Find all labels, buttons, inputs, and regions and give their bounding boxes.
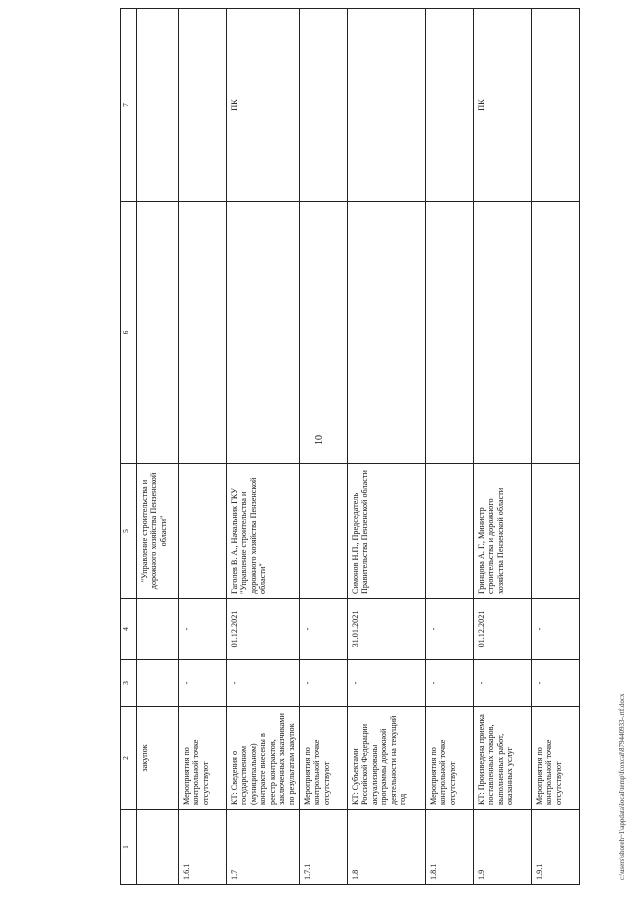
responsible-person <box>179 464 227 599</box>
column-3-value: - <box>531 660 579 707</box>
table-row <box>179 9 227 885</box>
due-date: 01.12.2021 <box>473 599 531 660</box>
row-number: 1.8 <box>347 810 425 885</box>
table-row <box>425 9 473 885</box>
continuation-row <box>137 9 179 885</box>
table-row <box>299 9 347 885</box>
continuation-cell-7 <box>137 9 179 202</box>
event-text: КТ: Сведения о государственном (муниципальном) контракте внесены в реестр контрактов, заключенных заказчиками по результатам закупок <box>227 707 300 810</box>
col-number-2: 2 <box>121 707 137 810</box>
column-number-row <box>121 9 137 885</box>
column-3-value: - <box>473 660 531 707</box>
continuation-cell-1 <box>137 810 179 885</box>
due-date: 31.01.2021 <box>347 599 425 660</box>
column-3-value: - <box>347 660 425 707</box>
row-number: 1.9 <box>473 810 531 885</box>
col-number-4: 4 <box>121 599 137 660</box>
responsible-person: Гринцова А. Г., Министр строительства и дорожного хозяйства Пензенской области <box>473 464 531 599</box>
col-number-3: 3 <box>121 660 137 707</box>
column-6-value <box>531 202 579 464</box>
responsible-person <box>531 464 579 599</box>
column-6-value <box>347 202 425 464</box>
row-number: 1.7.1 <box>299 810 347 885</box>
column-7-value <box>425 9 473 202</box>
due-date: - <box>531 599 579 660</box>
column-6-value <box>425 202 473 464</box>
due-date: - <box>179 599 227 660</box>
col-number-6: 6 <box>121 202 137 464</box>
row-number: 1.8.1 <box>425 810 473 885</box>
continuation-cell-2: закупок <box>137 707 179 810</box>
continuation-cell-4 <box>137 599 179 660</box>
column-3-value: - <box>227 660 300 707</box>
table-row <box>227 9 300 885</box>
event-text: КТ: Субъектами Российской Федерации актуализированы программы дорожной деятельности на текущий год <box>347 707 425 810</box>
column-7-value <box>347 9 425 202</box>
column-7-value: ПК <box>473 9 531 202</box>
row-number: 1.9.1 <box>531 810 579 885</box>
rotated-table <box>120 58 563 885</box>
due-date: - <box>299 599 347 660</box>
event-text: Мероприятия по контрольной точке отсутствуют <box>531 707 579 810</box>
due-date: 01.12.2021 <box>227 599 300 660</box>
event-text: Мероприятия по контрольной точке отсутствуют <box>179 707 227 810</box>
control-points-table <box>120 8 580 885</box>
due-date: - <box>425 599 473 660</box>
footer-file-path: c:\users\shoreh~1\appdata\local\temp\fcoxcal\879440933-.rtf.docx <box>618 693 626 880</box>
responsible-person: Гаголев В. А., Начальник ГКУ "Управление строительства и дорожного хозяйства Пензенской области" <box>227 464 300 599</box>
column-6-value <box>227 202 300 464</box>
table-row <box>531 9 579 885</box>
table-row <box>347 9 425 885</box>
event-text: КТ: Произведена приемка поставленных товаров, выполненных работ, оказанных услуг <box>473 707 531 810</box>
continuation-cell-6 <box>137 202 179 464</box>
page-number: 10 <box>314 435 325 445</box>
continuation-cell-3 <box>137 660 179 707</box>
column-6-value <box>179 202 227 464</box>
continuation-cell-5: "Управление строительства и дорожного хозяйства Пензенской области" <box>137 464 179 599</box>
column-3-value: - <box>179 660 227 707</box>
col-number-7: 7 <box>121 9 137 202</box>
column-7-value <box>179 9 227 202</box>
table-body <box>179 9 580 885</box>
column-7-value <box>299 9 347 202</box>
table-row <box>473 9 531 885</box>
column-6-value <box>299 202 347 464</box>
row-number: 1.6.1 <box>179 810 227 885</box>
responsible-person <box>299 464 347 599</box>
column-7-value: ПК <box>227 9 300 202</box>
event-text: Мероприятия по контрольной точке отсутствуют <box>299 707 347 810</box>
responsible-person: Симонов Н.П., Председатель Правительства Пензенской области <box>347 464 425 599</box>
col-number-1: 1 <box>121 810 137 885</box>
row-number: 1.7 <box>227 810 300 885</box>
col-number-5: 5 <box>121 464 137 599</box>
column-3-value: - <box>425 660 473 707</box>
column-3-value: - <box>299 660 347 707</box>
responsible-person <box>425 464 473 599</box>
event-text: Мероприятия по контрольной точке отсутствуют <box>425 707 473 810</box>
column-6-value <box>473 202 531 464</box>
column-7-value <box>531 9 579 202</box>
